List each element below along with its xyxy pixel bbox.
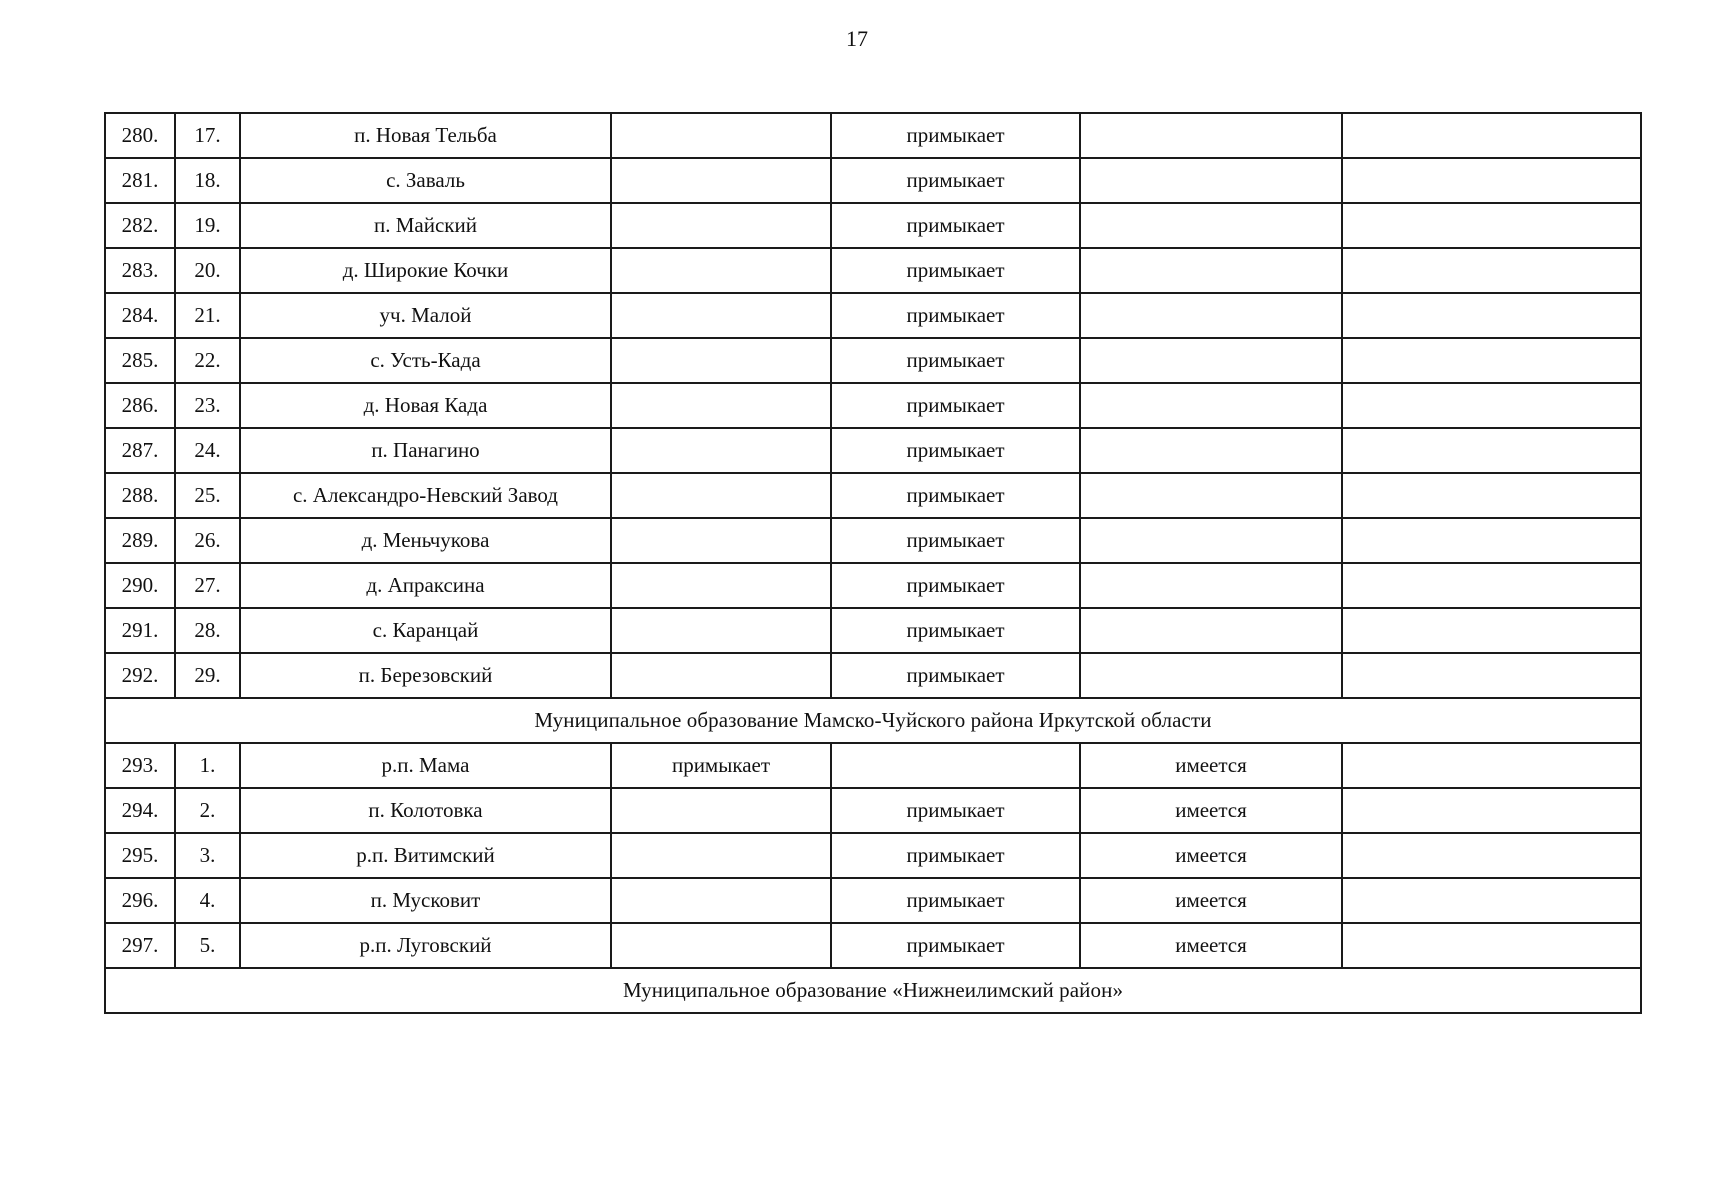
table-row xyxy=(105,743,1641,788)
row-number-cell: 297. xyxy=(105,923,175,968)
row-number-cell: 282. xyxy=(105,203,175,248)
column-6-cell xyxy=(1080,293,1342,338)
table-row xyxy=(105,878,1641,923)
column-4-cell xyxy=(611,923,831,968)
local-number-cell: 2. xyxy=(175,788,240,833)
table-row xyxy=(105,248,1641,293)
column-4-cell xyxy=(611,518,831,563)
table-row xyxy=(105,563,1641,608)
column-4-cell xyxy=(611,653,831,698)
row-number-cell: 281. xyxy=(105,158,175,203)
section-heading: Муниципальное образование «Нижнеилимский район» xyxy=(105,968,1641,1013)
column-4-cell xyxy=(611,428,831,473)
table-row xyxy=(105,653,1641,698)
column-7-cell xyxy=(1342,473,1641,518)
column-5-cell: примыкает xyxy=(831,833,1080,878)
row-number-cell: 293. xyxy=(105,743,175,788)
table-row xyxy=(105,383,1641,428)
row-number-cell: 291. xyxy=(105,608,175,653)
column-6-cell xyxy=(1080,608,1342,653)
local-number-cell: 22. xyxy=(175,338,240,383)
column-4-cell xyxy=(611,203,831,248)
settlement-name-cell: п. Колотовка xyxy=(240,788,611,833)
local-number-cell: 26. xyxy=(175,518,240,563)
table-row xyxy=(105,293,1641,338)
column-7-cell xyxy=(1342,428,1641,473)
column-7-cell xyxy=(1342,833,1641,878)
column-7-cell xyxy=(1342,923,1641,968)
row-number-cell: 294. xyxy=(105,788,175,833)
row-number-cell: 285. xyxy=(105,338,175,383)
local-number-cell: 5. xyxy=(175,923,240,968)
local-number-cell: 19. xyxy=(175,203,240,248)
column-4-cell xyxy=(611,248,831,293)
column-5-cell: примыкает xyxy=(831,608,1080,653)
settlement-name-cell: р.п. Мама xyxy=(240,743,611,788)
table-row xyxy=(105,428,1641,473)
section-heading-row xyxy=(105,968,1641,1013)
row-number-cell: 287. xyxy=(105,428,175,473)
column-5-cell: примыкает xyxy=(831,788,1080,833)
row-number-cell: 283. xyxy=(105,248,175,293)
row-number-cell: 280. xyxy=(105,113,175,158)
section-heading-row xyxy=(105,698,1641,743)
local-number-cell: 17. xyxy=(175,113,240,158)
column-4-cell xyxy=(611,293,831,338)
column-5-cell xyxy=(831,743,1080,788)
local-number-cell: 23. xyxy=(175,383,240,428)
row-number-cell: 289. xyxy=(105,518,175,563)
column-6-cell xyxy=(1080,473,1342,518)
settlement-name-cell: с. Усть-Када xyxy=(240,338,611,383)
table-row xyxy=(105,473,1641,518)
column-7-cell xyxy=(1342,878,1641,923)
column-5-cell: примыкает xyxy=(831,383,1080,428)
settlement-name-cell: п. Мусковит xyxy=(240,878,611,923)
page-number: 17 xyxy=(846,26,868,51)
column-6-cell: имеется xyxy=(1080,878,1342,923)
column-6-cell xyxy=(1080,203,1342,248)
column-6-cell xyxy=(1080,518,1342,563)
local-number-cell: 27. xyxy=(175,563,240,608)
column-7-cell xyxy=(1342,788,1641,833)
row-number-cell: 296. xyxy=(105,878,175,923)
settlement-name-cell: д. Апраксина xyxy=(240,563,611,608)
column-6-cell xyxy=(1080,113,1342,158)
column-4-cell xyxy=(611,833,831,878)
table-row xyxy=(105,113,1641,158)
column-4-cell xyxy=(611,473,831,518)
settlement-name-cell: п. Березовский xyxy=(240,653,611,698)
table-row xyxy=(105,158,1641,203)
column-6-cell xyxy=(1080,338,1342,383)
column-5-cell: примыкает xyxy=(831,878,1080,923)
column-4-cell xyxy=(611,338,831,383)
settlement-name-cell: п. Панагино xyxy=(240,428,611,473)
settlement-name-cell: уч. Малой xyxy=(240,293,611,338)
column-4-cell xyxy=(611,563,831,608)
column-6-cell: имеется xyxy=(1080,743,1342,788)
local-number-cell: 4. xyxy=(175,878,240,923)
column-4-cell xyxy=(611,158,831,203)
column-7-cell xyxy=(1342,113,1641,158)
column-4-cell xyxy=(611,788,831,833)
column-4-cell xyxy=(611,113,831,158)
column-7-cell xyxy=(1342,563,1641,608)
column-6-cell xyxy=(1080,158,1342,203)
row-number-cell: 292. xyxy=(105,653,175,698)
column-5-cell: примыкает xyxy=(831,923,1080,968)
column-6-cell xyxy=(1080,383,1342,428)
local-number-cell: 1. xyxy=(175,743,240,788)
local-number-cell: 25. xyxy=(175,473,240,518)
column-6-cell xyxy=(1080,563,1342,608)
local-number-cell: 24. xyxy=(175,428,240,473)
table-row xyxy=(105,518,1641,563)
column-4-cell: примыкает xyxy=(611,743,831,788)
column-5-cell: примыкает xyxy=(831,248,1080,293)
settlement-name-cell: с. Заваль xyxy=(240,158,611,203)
column-5-cell: примыкает xyxy=(831,473,1080,518)
column-4-cell xyxy=(611,608,831,653)
section-heading: Муниципальное образование Мамско-Чуйского района Иркутской области xyxy=(105,698,1641,743)
column-4-cell xyxy=(611,878,831,923)
column-5-cell: примыкает xyxy=(831,203,1080,248)
settlement-name-cell: с. Каранцай xyxy=(240,608,611,653)
settlement-name-cell: д. Широкие Кочки xyxy=(240,248,611,293)
local-number-cell: 28. xyxy=(175,608,240,653)
table-row xyxy=(105,923,1641,968)
column-5-cell: примыкает xyxy=(831,158,1080,203)
column-7-cell xyxy=(1342,293,1641,338)
column-6-cell xyxy=(1080,248,1342,293)
table-row xyxy=(105,788,1641,833)
column-5-cell: примыкает xyxy=(831,338,1080,383)
column-5-cell: примыкает xyxy=(831,653,1080,698)
column-7-cell xyxy=(1342,158,1641,203)
column-4-cell xyxy=(611,383,831,428)
column-5-cell: примыкает xyxy=(831,563,1080,608)
settlement-name-cell: п. Новая Тельба xyxy=(240,113,611,158)
row-number-cell: 288. xyxy=(105,473,175,518)
row-number-cell: 290. xyxy=(105,563,175,608)
row-number-cell: 286. xyxy=(105,383,175,428)
settlements-table xyxy=(104,112,1642,1014)
settlement-name-cell: р.п. Луговский xyxy=(240,923,611,968)
table-row xyxy=(105,338,1641,383)
column-7-cell xyxy=(1342,203,1641,248)
settlement-name-cell: п. Майский xyxy=(240,203,611,248)
column-6-cell: имеется xyxy=(1080,833,1342,878)
row-number-cell: 284. xyxy=(105,293,175,338)
local-number-cell: 3. xyxy=(175,833,240,878)
column-5-cell: примыкает xyxy=(831,113,1080,158)
column-7-cell xyxy=(1342,518,1641,563)
column-7-cell xyxy=(1342,248,1641,293)
column-6-cell: имеется xyxy=(1080,923,1342,968)
settlement-name-cell: р.п. Витимский xyxy=(240,833,611,878)
settlement-name-cell: д. Меньчукова xyxy=(240,518,611,563)
table-row xyxy=(105,608,1641,653)
column-6-cell xyxy=(1080,428,1342,473)
local-number-cell: 29. xyxy=(175,653,240,698)
column-7-cell xyxy=(1342,338,1641,383)
column-7-cell xyxy=(1342,743,1641,788)
column-7-cell xyxy=(1342,608,1641,653)
column-7-cell xyxy=(1342,653,1641,698)
table-row xyxy=(105,203,1641,248)
settlement-name-cell: д. Новая Када xyxy=(240,383,611,428)
row-number-cell: 295. xyxy=(105,833,175,878)
column-5-cell: примыкает xyxy=(831,293,1080,338)
settlement-name-cell: с. Александро-Невский Завод xyxy=(240,473,611,518)
column-5-cell: примыкает xyxy=(831,428,1080,473)
column-6-cell: имеется xyxy=(1080,788,1342,833)
column-7-cell xyxy=(1342,383,1641,428)
local-number-cell: 20. xyxy=(175,248,240,293)
table-row xyxy=(105,833,1641,878)
table-body xyxy=(105,113,1641,1013)
column-5-cell: примыкает xyxy=(831,518,1080,563)
column-6-cell xyxy=(1080,653,1342,698)
local-number-cell: 18. xyxy=(175,158,240,203)
local-number-cell: 21. xyxy=(175,293,240,338)
